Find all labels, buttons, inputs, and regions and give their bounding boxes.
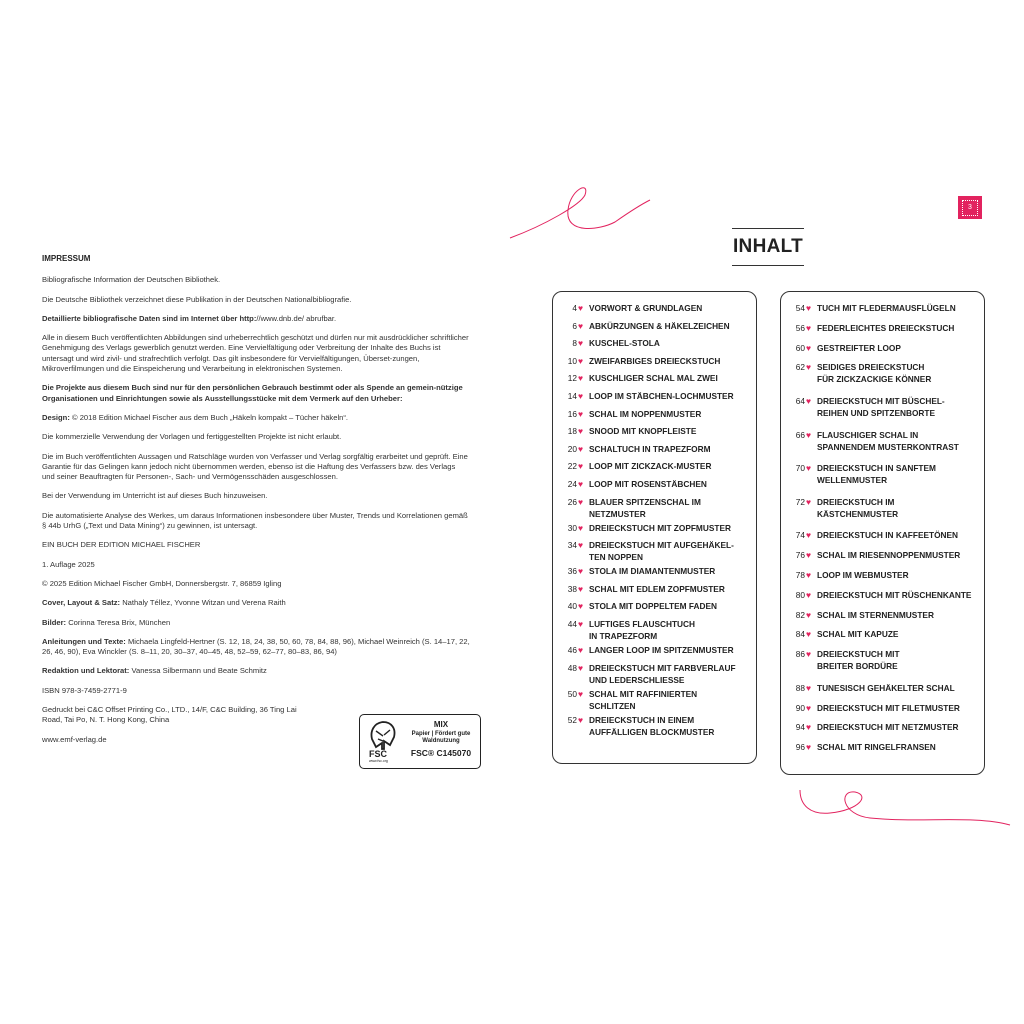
impressum-text <box>42 413 470 423</box>
impressum-value: Vanessa Silbermann und Beate Schmitz <box>131 666 267 676</box>
toc-page-number: 94 <box>795 722 805 733</box>
toc-title: DREIECKSTUCH MIT BÜSCHEL- REIHEN UND SPITZENBORTE <box>817 396 945 418</box>
toc-title: LOOP MIT ROSENSTÄBCHEN <box>589 479 707 489</box>
toc-title: SCHAL MIT KAPUZE <box>817 629 899 640</box>
toc-page-number: 62 <box>795 362 805 373</box>
impressum-label: Anleitungen und Texte: <box>42 636 126 646</box>
heart-icon: ♥ <box>806 429 812 440</box>
toc-page-number: 30 <box>567 522 577 533</box>
toc-page-number: 74 <box>795 530 805 541</box>
toc-page-number: 82 <box>795 609 805 620</box>
toc-page-number: 10 <box>567 355 577 366</box>
toc-page-number: 66 <box>795 429 805 440</box>
impressum-text: Gedruckt bei C&C Offset Printing Co., LTD., 14/F, C&C Building, 36 Ting Lai Road, Tai Po, N. T. Hong Kong, China <box>42 705 297 725</box>
heart-icon: ♥ <box>578 479 584 489</box>
heart-icon: ♥ <box>806 742 812 753</box>
impressum-value: Michaela Lingfeld-Hertner (S. 12, 18, 24, 38, 50, 60, 78, 84, 88, 96), Michael Weinreich (S. 14–17, 22, 26, 46, 90), Eva Winckler (S. 8–11, 20, 30–37, 40–45, 48, 52–59, 62–77, 80–83, 86, 94) <box>42 636 470 657</box>
heart-icon: ♥ <box>578 338 584 349</box>
heart-icon: ♥ <box>578 566 584 577</box>
toc-page-number: 54 <box>795 303 805 313</box>
toc-title: LOOP IM WEBMUSTER <box>817 570 909 580</box>
toc-title: SCHAL IM RIESENNOPPENMUSTER <box>817 550 961 561</box>
heart-icon: ♥ <box>578 496 584 507</box>
toc-title: SCHAL MIT RINGELFRANSEN <box>817 742 936 753</box>
heart-icon: ♥ <box>578 461 584 472</box>
impressum-text <box>42 666 470 676</box>
toc-page-number: 46 <box>567 645 577 655</box>
toc-title: DREIECKSTUCH MIT RÜSCHENKANTE <box>817 589 972 600</box>
impressum-bold-text: Detaillierte bibliografische Daten sind im Internet über http: <box>42 313 257 323</box>
toc-title: KUSCHLIGER SCHAL MAL ZWEI <box>589 373 718 384</box>
toc-page-number: 24 <box>567 479 577 489</box>
toc-title: STOLA MIT DOPPELTEM FADEN <box>589 601 717 612</box>
heart-icon: ♥ <box>806 722 812 733</box>
toc-title: DREIECKSTUCH MIT FILETMUSTER <box>817 702 960 713</box>
fsc-mix-label: MIX <box>433 720 449 729</box>
impressum-label: Cover, Layout & Satz: <box>42 598 121 608</box>
fsc-code: FSC® C145070 <box>410 748 472 758</box>
heart-icon: ♥ <box>806 609 812 620</box>
heart-icon: ♥ <box>578 522 584 533</box>
impressum-text: 1. Auflage 2025 <box>42 559 95 569</box>
toc-title: FLAUSCHIGER SCHAL IN SPANNENDEM MUSTERKONTRAST <box>817 429 959 452</box>
toc-title: STOLA IM DIAMANTENMUSTER <box>589 566 716 577</box>
toc-page-number: 86 <box>795 649 805 660</box>
heart-icon: ♥ <box>578 408 584 419</box>
impressum-text: Die im Buch veröffentlichten Aussagen und Ratschläge wurden von Verfasser und Verlag sorgfältig erarbeitet und geprüft. Eine Garantie für das Gelingen kann jedoch nicht übernommen werden, ebenso ist die Haftung des Verfassers bzw. des Verlags und seiner Beauftragten für Personen-, Sach- und Vermögensschäden ausgeschlossen. <box>42 451 468 482</box>
heart-icon: ♥ <box>578 645 584 655</box>
heart-icon: ♥ <box>578 355 584 366</box>
impressum-label: Design: <box>42 412 70 422</box>
toc-title: LUFTIGES FLAUSCHTUCH IN TRAPEZFORM <box>589 619 696 641</box>
impressum-text: Alle in diesem Buch veröffentlichten Abbildungen sind urheberrechtlich geschützt und dürfen nur mit ausdrücklicher schriftlicher Genehmigung des Verlags gewerblich genutzt werden. Eine Vervielfältigung oder Verbreitung der Inhalte des Buchs ist untersagt und wird zivil- und strafrechtlich verfolgt. Das gilt insbesondere für Vervielfältigungen, Überset-zungen, Mikroverfilmungen und die Einspeicherung und Verarbeitung in elektronischen Systemen. <box>42 333 469 374</box>
impressum-text <box>42 637 470 658</box>
heart-icon: ♥ <box>806 496 812 507</box>
impressum-value: Corinna Teresa Brix, München <box>68 617 171 627</box>
website-link[interactable]: www.emf-verlag.de <box>42 734 107 744</box>
impressum-bold-text: Die Projekte aus diesem Buch sind nur für den persönlichen Gebrauch bestimmt oder als Spende an gemein-nützige Organisationen und Einrichtungen sowie als Ausstellungsstücke mit dem Vermerk auf den Urheber: <box>42 383 463 403</box>
heart-icon: ♥ <box>806 303 812 313</box>
heart-icon: ♥ <box>578 583 584 594</box>
toc-page-number: 6 <box>572 320 577 331</box>
toc-title: DREIECKSTUCH IN SANFTEM WELLENMUSTER <box>817 463 936 486</box>
heart-icon: ♥ <box>578 662 584 673</box>
toc-page-number: 50 <box>567 688 577 699</box>
toc-page-number: 70 <box>795 463 805 474</box>
toc-title: DREIECKSTUCH MIT AUFGEHÄKEL- TEN NOPPEN <box>589 540 734 563</box>
toc-page-number: 38 <box>567 583 577 594</box>
heart-icon: ♥ <box>578 320 584 331</box>
toc-page-number: 14 <box>567 391 577 401</box>
toc-title: TUNESISCH GEHÄKELTER SCHAL <box>817 682 955 693</box>
toc-page-number: 88 <box>795 682 805 693</box>
toc-page-number: 52 <box>567 714 577 725</box>
heart-icon: ♥ <box>578 443 584 454</box>
page-number-badge <box>958 196 982 219</box>
impressum-label: Bilder: <box>42 617 67 627</box>
page-title: INHALT <box>732 228 804 266</box>
toc-page-number: 36 <box>567 566 577 577</box>
impressum-text <box>42 618 470 628</box>
toc-title: TUCH MIT FLEDERMAUSFLÜGELN <box>817 303 956 313</box>
toc-page-number: 26 <box>567 496 577 507</box>
toc-page-number: 64 <box>795 396 805 406</box>
toc-title: SCHAL IM NOPPENMUSTER <box>589 408 702 419</box>
heart-icon: ♥ <box>578 303 584 313</box>
toc-title: DREIECKSTUCH MIT NETZMUSTER <box>817 722 959 733</box>
heart-icon: ♥ <box>578 619 584 629</box>
heart-icon: ♥ <box>806 649 812 660</box>
toc-page-number: 56 <box>795 322 805 333</box>
toc-page-number: 4 <box>572 303 577 313</box>
impressum-heading: IMPRESSUM <box>42 254 91 263</box>
toc-title: KUSCHEL-STOLA <box>589 338 660 349</box>
heart-icon: ♥ <box>578 601 584 612</box>
dnb-link[interactable]: //www.dnb.de/ abrufbar. <box>256 313 337 323</box>
toc-title: ABKÜRZUNGEN & HÄKELZEICHEN <box>589 320 730 331</box>
impressum-text: © 2025 Edition Michael Fischer GmbH, Donnersbergstr. 7, 86859 Igling <box>42 578 282 588</box>
toc-page-number: 22 <box>567 461 577 472</box>
heart-icon: ♥ <box>578 373 584 384</box>
page-number: 3 <box>962 200 978 216</box>
heart-icon: ♥ <box>578 540 584 551</box>
toc-page-number: 18 <box>567 426 577 437</box>
heart-icon: ♥ <box>806 589 812 600</box>
toc-title: GESTREIFTER LOOP <box>817 342 901 353</box>
toc-page-number: 60 <box>795 342 805 353</box>
heart-icon: ♥ <box>806 322 812 333</box>
heart-icon: ♥ <box>806 550 812 561</box>
impressum-text: Bei der Verwendung im Unterricht ist auf dieses Buch hinzuweisen. <box>42 491 268 501</box>
toc-title: DREIECKSTUCH IN EINEM AUFFÄLLIGEN BLOCKMUSTER <box>589 714 715 737</box>
impressum-value: Nathaly Téllez, Yvonne Witzan und Verena Raith <box>122 598 286 608</box>
toc-title: DREIECKSTUCH MIT BREITER BORDÜRE <box>817 649 900 672</box>
heart-icon: ♥ <box>578 688 584 699</box>
heart-icon: ♥ <box>806 342 812 353</box>
heart-icon: ♥ <box>806 682 812 693</box>
toc-title: ZWEIFARBIGES DREIECKSTUCH <box>589 355 721 366</box>
impressum-text: Die kommerzielle Verwendung der Vorlagen und fertiggestellten Projekte ist nicht erlaubt. <box>42 432 342 442</box>
heart-icon: ♥ <box>806 362 812 373</box>
heart-icon: ♥ <box>806 530 812 541</box>
toc-title: LOOP IM STÄBCHEN-LOCHMUSTER <box>589 391 734 401</box>
toc-page-number: 48 <box>567 662 577 673</box>
impressum-text <box>42 314 470 324</box>
toc-title: DREIECKSTUCH MIT FARBVERLAUF UND LEDERSCHLIESSE <box>589 662 736 685</box>
toc-page-number: 34 <box>567 540 577 551</box>
impressum-text: Die Deutsche Bibliothek verzeichnet diese Publikation in der Deutschen Nationalbibliografie. <box>42 294 352 304</box>
toc-page-number: 78 <box>795 570 805 580</box>
toc-title: SCHAL IM STERNENMUSTER <box>817 609 934 620</box>
toc-box-left <box>552 291 757 764</box>
impressum-text: Bibliografische Information der Deutschen Bibliothek. <box>42 275 221 285</box>
heart-icon: ♥ <box>806 396 812 406</box>
fsc-description: Papier | Fördert gute Waldnutzung <box>411 731 471 744</box>
toc-title: SNOOD MIT KNOPFLEISTE <box>589 426 697 437</box>
toc-page-number: 72 <box>795 496 805 507</box>
toc-title: DREIECKSTUCH MIT ZOPFMUSTER <box>589 522 731 533</box>
toc-page-number: 40 <box>567 601 577 612</box>
toc-title: BLAUER SPITZENSCHAL IM NETZMUSTER <box>589 496 701 519</box>
impressum-text: EIN BUCH DER EDITION MICHAEL FISCHER <box>42 540 201 550</box>
toc-page-number: 8 <box>572 338 577 349</box>
heart-icon: ♥ <box>578 391 584 401</box>
fsc-site-text: www.fsc.org <box>369 759 388 763</box>
toc-title: VORWORT & GRUNDLAGEN <box>589 303 703 313</box>
toc-page-number: 76 <box>795 550 805 561</box>
impressum-text: ISBN 978-3-7459-2771-9 <box>42 685 127 695</box>
toc-title: SCHAL MIT RAFFINIERTEN SCHLITZEN <box>589 688 698 711</box>
toc-page-number: 12 <box>567 373 577 384</box>
heart-icon: ♥ <box>806 702 812 713</box>
heart-icon: ♥ <box>806 570 812 580</box>
toc-title: SCHAL MIT EDLEM ZOPFMUSTER <box>589 583 725 594</box>
toc-title: SCHALTUCH IN TRAPEZFORM <box>589 443 711 454</box>
toc-title: FEDERLEICHTES DREIECKSTUCH <box>817 322 955 333</box>
toc-title: DREIECKSTUCH IM KÄSTCHENMUSTER <box>817 496 899 519</box>
toc-title: SEIDIGES DREIECKSTUCH FÜR ZICKZACKIGE KÖNNER <box>817 362 932 385</box>
fsc-label-box <box>359 714 481 769</box>
toc-title: LOOP MIT ZICKZACK-MUSTER <box>589 461 712 472</box>
toc-page-number: 80 <box>795 589 805 600</box>
fsc-logo-text: FSC <box>369 749 387 759</box>
impressum-text: Die automatisierte Analyse des Werkes, um daraus Informationen insbesondere über Muster, Trends und Korrelationen gemäß § 44b UrhG („Text und Data Mining“) zu gewinnen, ist untersagt. <box>42 510 468 531</box>
heart-icon: ♥ <box>578 426 584 437</box>
toc-page-number: 96 <box>795 742 805 753</box>
impressum-label: Redaktion und Lektorat: <box>42 666 130 676</box>
toc-title: DREIECKSTUCH IN KAFFEETÖNEN <box>817 530 959 541</box>
toc-page-number: 44 <box>567 619 577 629</box>
heart-icon: ♥ <box>806 629 812 640</box>
heart-icon: ♥ <box>806 463 812 474</box>
toc-title: LANGER LOOP IM SPITZENMUSTER <box>589 645 734 655</box>
impressum-value: © 2018 Edition Michael Fischer aus dem Buch „Häkeln kompakt – Tücher häkeln“. <box>71 412 348 422</box>
toc-page-number: 90 <box>795 702 805 713</box>
toc-page-number: 20 <box>567 443 577 454</box>
toc-box-right <box>780 291 985 775</box>
toc-page-number: 84 <box>795 629 805 640</box>
heart-icon: ♥ <box>578 714 584 725</box>
impressum-text <box>42 598 470 608</box>
impressum-section <box>42 254 470 754</box>
toc-page-number: 16 <box>567 408 577 419</box>
